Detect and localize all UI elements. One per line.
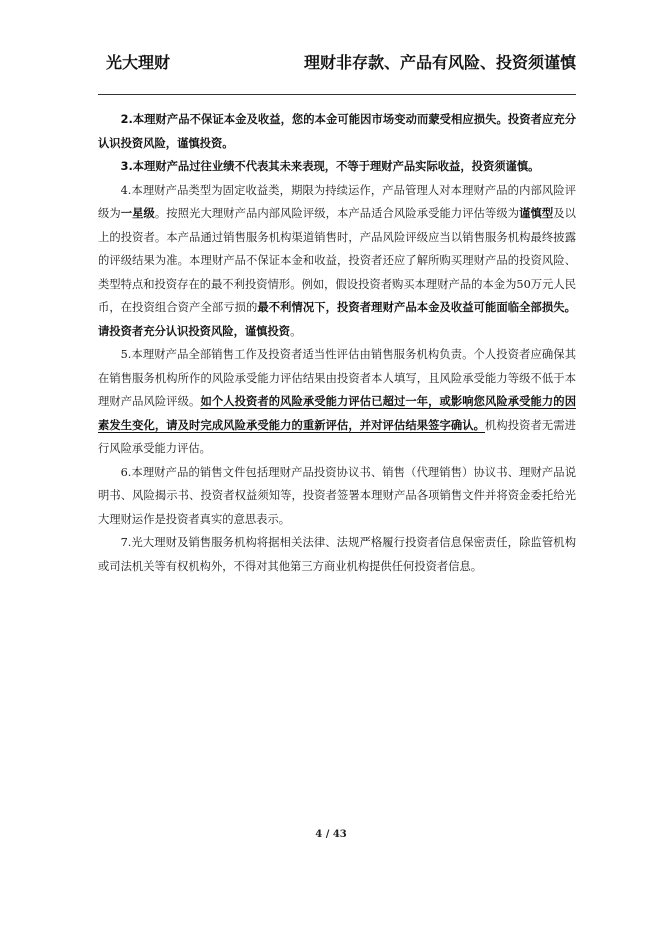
risk-level-emphasis: 一星级 [120, 207, 155, 220]
investor-type-emphasis: 谨慎型 [519, 207, 554, 220]
paragraph-4-part3: 及以上的投资者。本产品通过销售服务机构渠道销售时，产品风险评级应当以销售服务机构最终披露的评级结果为准。本理财产品不保证本金和收益，投资者还应了解所购买理财产品的投资风险、类型特点和投资存在的最不利投资情形。例如，假设投资者购买本理财产品的本金为50万元人民币，在投资组合资产全部亏损的 [98, 207, 576, 314]
paragraph-4-part4: 。 [290, 324, 302, 338]
paragraph-5 [98, 343, 576, 461]
paragraph-7-text: 7.光大理财及销售服务机构将据相关法律、法规严格履行投资者信息保密责任，除监管机构或司法机关等有权机构外，不得对其他第三方商业机构提供任何投资者信息。 [98, 536, 576, 573]
reassessment-emphasis: 如个人投资者的风险承受能力评估已超过一年，或影响您风险承受能力的因素发生变化，请及时完成风险承受能力的重新评估，并对评估结果签字确认。 [98, 395, 576, 432]
header-slogan: 理财非存款、产品有风险、投资须谨慎 [303, 53, 576, 72]
paragraph-5-part1: 5.本理财产品全部销售工作及投资者适当性评估由销售服务机构负责。个人投资者应确保其在销售服务机构所作的风险承受能力评估结果由投资者本人填写，且风险承受能力等级不低于本理财产品风险评级。 [98, 348, 576, 408]
paragraph-4-part2: 。按照光大理财产品内部风险评级，本产品适合风险承受能力评估等级为 [154, 207, 520, 220]
page-header [98, 46, 576, 78]
paragraph-3-text: 3.本理财产品过往业绩不代表其未来表现，不等于理财产品实际收益，投资须谨慎。 [120, 160, 540, 173]
worst-case-emphasis: 最不利情况下，投资者理财产品本金及收益可能面临全部损失。请投资者充分认识投资风险，谨慎投资 [98, 301, 576, 338]
paragraph-6-text: 6.本理财产品的销售文件包括理财产品投资协议书、销售（代理销售）协议书、理财产品说明书、风险揭示书、投资者权益须知等，投资者签署本理财产品各项销售文件并将资金委托给光大理财运作是投资者真实的意思表示。 [98, 465, 576, 526]
paragraph-5-part2: 机构投资者无需进行风险承受能力评估。 [98, 418, 576, 455]
paragraph-2-text: 2.本理财产品不保证本金及收益，您的本金可能因市场变动而蒙受相应损失。投资者应充分认识投资风险，谨慎投资。 [98, 113, 576, 150]
paragraph-3 [98, 155, 576, 179]
paragraph-4 [98, 179, 576, 344]
header-brand: 光大理财 [106, 53, 171, 72]
paragraph-6 [98, 461, 576, 532]
paragraph-4-part1: 4.本理财产品类型为固定收益类，期限为持续运作，产品管理人对本理财产品的内部风险评级为 [98, 183, 576, 220]
paragraph-2 [98, 108, 576, 155]
document-body [98, 108, 576, 578]
page-number: 4 / 43 [315, 829, 347, 840]
header-divider [98, 94, 576, 95]
paragraph-7 [98, 531, 576, 578]
